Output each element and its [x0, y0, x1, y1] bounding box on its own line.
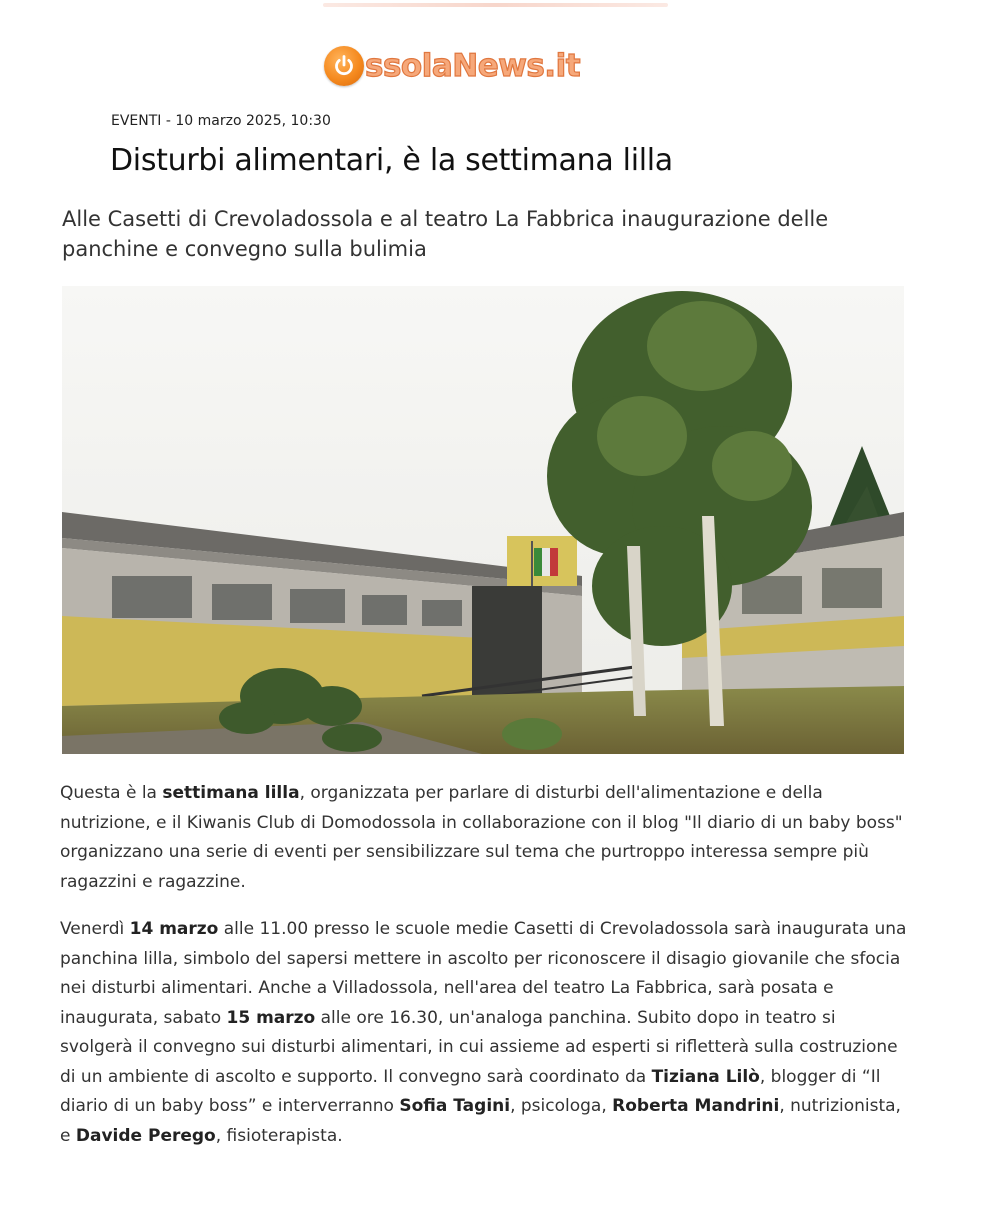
site-logo[interactable] — [324, 45, 580, 87]
paragraph-1: Questa è la settimana lilla, organizzata per parlare di disturbi dell'alimentazione e della nutrizione, e il Kiwanis Club di Domodossola in collaborazione con il blog "Il diario di un baby boss" organizzano una serie di eventi per sensibilizzare sul tema che purtroppo interessa sempre più ragazzini e ragazzine. — [60, 783, 903, 892]
article-photo — [62, 286, 904, 754]
article-body — [60, 779, 910, 1169]
article-subtitle: Alle Casetti di Crevoladossola e al teatro La Fabbrica inaugurazione delle panchine e convegno sulla bulimia — [62, 207, 829, 261]
power-icon — [324, 46, 364, 86]
article-title: Disturbi alimentari, è la settimana lilla — [110, 143, 673, 178]
top-banner-strip — [323, 3, 668, 7]
article-meta: EVENTI - 10 marzo 2025, 10:30 — [111, 113, 331, 129]
paragraph-2: Venerdì 14 marzo alle 11.00 presso le scuole medie Casetti di Crevoladossola sarà inaugurata una panchina lilla, simbolo del sapersi mettere in ascolto per riconoscere il disagio giovanile che sfocia nei disturbi alimentari. Anche a Villadossola, nell'area del teatro La Fabbrica, sarà posata e inaugurata, sabato 15 marzo alle ore 16.30, un'analoga panchina. Subito dopo in teatro si svolgerà il convegno sui disturbi alimentari, in cui assieme ad esperti si rifletterà sulla costruzione di un ambiente di ascolto e supporto. Il convegno sarà coordinato da Tiziana Lilò, blogger di “Il diario di un baby boss” e interverranno Sofia Tagini, psicologa, Roberta Mandrini, nutrizionista, e Davide Perego, fisioterapista. — [60, 919, 907, 1146]
logo-text: ssolaNews.it — [365, 48, 581, 84]
